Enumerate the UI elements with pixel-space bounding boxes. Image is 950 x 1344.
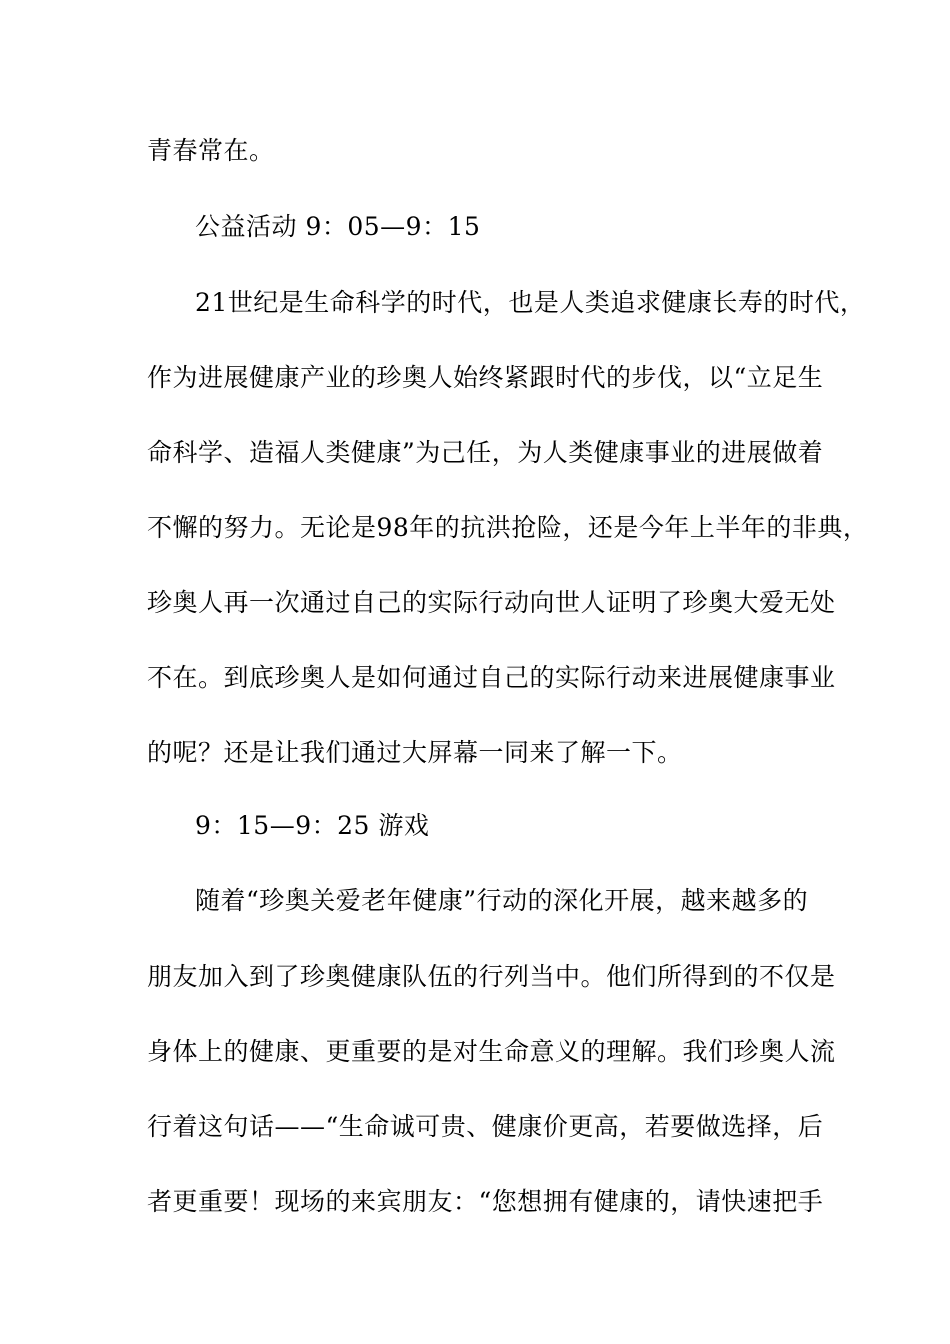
section-heading: 公益活动 9：05—9：15 <box>195 212 481 241</box>
paragraph-line: 命科学、造福人类健康”为己任，为人类健康事业的进展做着 <box>147 438 824 467</box>
paragraph-line: 朋友加入到了珍奥健康队伍的行列当中。他们所得到的不仅是 <box>147 962 836 991</box>
paragraph-line: 随着“珍奥关爱老年健康”行动的深化开展，越来越多的 <box>195 886 809 915</box>
section-heading: 9：15—9：25 游戏 <box>195 811 430 840</box>
paragraph-line: 者更重要！现场的来宾朋友：“您想拥有健康的，请快速把手 <box>147 1187 824 1216</box>
paragraph-line: 的呢？还是让我们通过大屏幕一同来了解一下。 <box>147 738 683 767</box>
paragraph-line: 珍奥人再一次通过自己的实际行动向世人证明了珍奥大爱无处 <box>147 588 836 617</box>
paragraph-line: 行着这句话——“生命诚可贵、健康价更高，若要做选择，后 <box>147 1112 824 1141</box>
paragraph-line: 21世纪是生命科学的时代，也是人类追求健康长寿的时代， <box>195 288 866 317</box>
paragraph-line: 不懈的努力。无论是98年的抗洪抢险，还是今年上半年的非典， <box>147 513 869 542</box>
paragraph-line: 身体上的健康、更重要的是对生命意义的理解。我们珍奥人流 <box>147 1037 836 1066</box>
paragraph-line: 青春常在。 <box>147 136 275 165</box>
paragraph-line: 作为进展健康产业的珍奥人始终紧跟时代的步伐，以“立足生 <box>147 363 824 392</box>
paragraph-line: 不在。到底珍奥人是如何通过自己的实际行动来进展健康事业 <box>147 663 836 692</box>
